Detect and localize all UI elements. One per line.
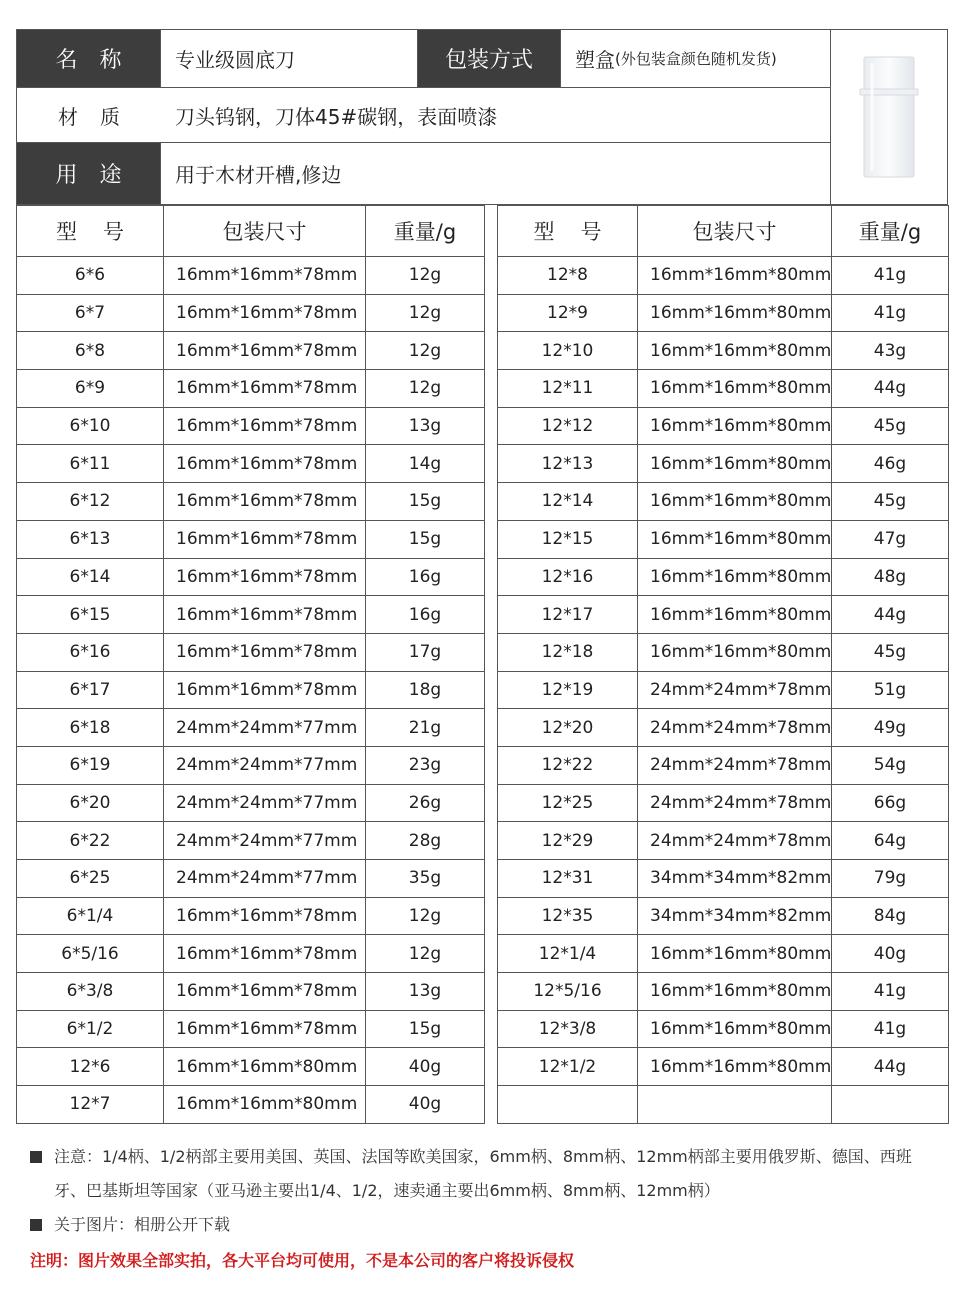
model-cell: 12*22	[498, 746, 638, 784]
table-row	[498, 294, 949, 332]
note-handle-regions: 注意：1/4柄、1/2柄部主要用美国、英国、法国等欧美国家，6mm柄、8mm柄、12mm柄部主要用俄罗斯、德国、西班牙、巴基斯坦等国家（亚马逊主要出1/4、1/2，速卖通主要出6mm柄、8mm柄、12mm柄）	[54, 1147, 912, 1200]
plastic-box-icon	[854, 55, 924, 179]
size-cell: 24mm*24mm*77mm	[164, 784, 366, 822]
size-cell: 24mm*24mm*78mm	[638, 746, 832, 784]
table-row	[498, 784, 949, 822]
model-cell: 12*8	[498, 257, 638, 295]
weight-cell: 41g	[832, 294, 949, 332]
table-row	[17, 294, 485, 332]
size-cell: 16mm*16mm*80mm	[164, 1086, 366, 1124]
table-row	[17, 784, 485, 822]
model-cell: 6*15	[17, 596, 164, 634]
weight-cell: 21g	[366, 709, 485, 747]
size-cell: 16mm*16mm*78mm	[164, 558, 366, 596]
size-cell: 16mm*16mm*78mm	[164, 407, 366, 445]
size-cell: 16mm*16mm*80mm	[638, 633, 832, 671]
size-cell: 16mm*16mm*78mm	[164, 671, 366, 709]
weight-cell: 41g	[832, 973, 949, 1011]
size-cell: 16mm*16mm*78mm	[164, 520, 366, 558]
material-label-wrap	[17, 101, 161, 130]
weight-cell: 16g	[366, 596, 485, 634]
size-cell: 16mm*16mm*80mm	[638, 1048, 832, 1086]
square-bullet-icon	[30, 1151, 42, 1163]
size-cell: 16mm*16mm*80mm	[638, 370, 832, 408]
size-cell: 16mm*16mm*78mm	[164, 370, 366, 408]
table-row	[17, 558, 485, 596]
model-cell: 6*1/4	[17, 897, 164, 935]
table-row	[498, 671, 949, 709]
usage-value: 用于木材开槽,修边	[175, 163, 342, 187]
packaging-label: 包装方式	[444, 48, 533, 73]
model-cell: 6*14	[17, 558, 164, 596]
table-row	[498, 370, 949, 408]
size-cell: 16mm*16mm*78mm	[164, 1010, 366, 1048]
model-cell: 12*12	[498, 407, 638, 445]
usage-value-cell	[160, 142, 831, 205]
weight-cell: 18g	[366, 671, 485, 709]
size-cell: 34mm*34mm*82mm	[638, 860, 832, 898]
packaging-label-cell	[417, 29, 561, 88]
weight-cell: 12g	[366, 332, 485, 370]
weight-cell: 45g	[832, 633, 949, 671]
size-cell: 16mm*16mm*80mm	[638, 483, 832, 521]
model-cell: 12*15	[498, 520, 638, 558]
model-cell: 6*5/16	[17, 935, 164, 973]
table-row	[498, 633, 949, 671]
model-cell: 12*10	[498, 332, 638, 370]
spec-table-left	[16, 205, 485, 1124]
size-cell: 16mm*16mm*80mm	[638, 294, 832, 332]
table-row	[498, 1048, 949, 1086]
table-row	[498, 257, 949, 295]
note-item	[30, 1208, 942, 1242]
weight-cell: 43g	[832, 332, 949, 370]
table-row	[498, 407, 949, 445]
size-cell: 24mm*24mm*78mm	[638, 709, 832, 747]
table-row	[17, 1010, 485, 1048]
weight-cell: 40g	[366, 1086, 485, 1124]
table-row	[17, 520, 485, 558]
size-cell: 16mm*16mm*78mm	[164, 633, 366, 671]
weight-cell: 16g	[366, 558, 485, 596]
name-value-cell	[160, 29, 418, 88]
size-cell: 16mm*16mm*78mm	[164, 935, 366, 973]
size-cell: 24mm*24mm*78mm	[638, 671, 832, 709]
size-cell: 16mm*16mm*80mm	[164, 1048, 366, 1086]
size-cell: 16mm*16mm*80mm	[638, 332, 832, 370]
weight-cell: 64g	[832, 822, 949, 860]
size-cell: 16mm*16mm*78mm	[164, 294, 366, 332]
table-row	[498, 822, 949, 860]
model-cell: 6*11	[17, 445, 164, 483]
weight-cell: 46g	[832, 445, 949, 483]
weight-cell: 14g	[366, 445, 485, 483]
model-cell: 12*9	[498, 294, 638, 332]
weight-cell: 44g	[832, 1048, 949, 1086]
table-row	[17, 935, 485, 973]
table-row	[17, 709, 485, 747]
weight-cell: 12g	[366, 257, 485, 295]
size-cell: 24mm*24mm*78mm	[638, 784, 832, 822]
weight-cell: 13g	[366, 973, 485, 1011]
product-image-cell	[830, 29, 948, 205]
model-cell: 12*17	[498, 596, 638, 634]
model-cell: 12*14	[498, 483, 638, 521]
name-label-cell	[16, 29, 161, 88]
column-header-model: 型号	[498, 206, 638, 257]
size-cell	[638, 1086, 832, 1124]
size-cell: 16mm*16mm*78mm	[164, 897, 366, 935]
table-row	[17, 332, 485, 370]
table-row	[498, 860, 949, 898]
table-row	[498, 973, 949, 1011]
weight-cell: 23g	[366, 746, 485, 784]
table-row	[498, 445, 949, 483]
model-cell: 6*10	[17, 407, 164, 445]
column-header-size: 包装尺寸	[164, 206, 366, 257]
model-cell: 12*16	[498, 558, 638, 596]
size-cell: 24mm*24mm*77mm	[164, 860, 366, 898]
table-row	[498, 558, 949, 596]
model-cell: 6*17	[17, 671, 164, 709]
weight-cell: 12g	[366, 370, 485, 408]
model-cell: 12*5/16	[498, 973, 638, 1011]
table-header-row	[17, 206, 485, 257]
model-cell: 12*13	[498, 445, 638, 483]
table-row	[17, 483, 485, 521]
table-row	[17, 822, 485, 860]
table-row	[17, 633, 485, 671]
column-header-weight: 重量/g	[832, 206, 949, 257]
copyright-disclaimer: 注明：图片效果全部实拍，各大平台均可使用，不是本公司的客户将投诉侵权	[30, 1251, 575, 1270]
spec-table-right	[497, 205, 949, 1124]
size-cell: 24mm*24mm*77mm	[164, 709, 366, 747]
table-row	[17, 596, 485, 634]
weight-cell: 12g	[366, 935, 485, 973]
table-row	[498, 483, 949, 521]
product-header	[16, 29, 948, 205]
model-cell: 6*7	[17, 294, 164, 332]
table-row	[498, 746, 949, 784]
size-cell: 16mm*16mm*80mm	[638, 445, 832, 483]
weight-cell: 79g	[832, 860, 949, 898]
column-header-model: 型号	[17, 206, 164, 257]
weight-cell: 49g	[832, 709, 949, 747]
size-cell: 24mm*24mm*77mm	[164, 822, 366, 860]
column-header-size: 包装尺寸	[638, 206, 832, 257]
size-cell: 16mm*16mm*80mm	[638, 558, 832, 596]
column-header-weight: 重量/g	[366, 206, 485, 257]
table-row	[17, 746, 485, 784]
table-row	[17, 445, 485, 483]
weight-cell: 15g	[366, 520, 485, 558]
weight-cell: 47g	[832, 520, 949, 558]
weight-cell: 13g	[366, 407, 485, 445]
weight-cell: 15g	[366, 483, 485, 521]
weight-cell: 54g	[832, 746, 949, 784]
size-cell: 16mm*16mm*80mm	[638, 257, 832, 295]
table-row	[17, 860, 485, 898]
weight-cell	[832, 1086, 949, 1124]
size-cell: 16mm*16mm*78mm	[164, 973, 366, 1011]
table-row	[498, 935, 949, 973]
table-row	[498, 520, 949, 558]
weight-cell: 26g	[366, 784, 485, 822]
material-row	[16, 87, 831, 143]
table-row	[498, 332, 949, 370]
weight-cell: 51g	[832, 671, 949, 709]
usage-label-cell	[16, 142, 161, 205]
model-cell: 12*20	[498, 709, 638, 747]
model-cell: 6*16	[17, 633, 164, 671]
model-cell: 6*9	[17, 370, 164, 408]
size-cell: 16mm*16mm*78mm	[164, 596, 366, 634]
weight-cell: 28g	[366, 822, 485, 860]
table-row	[498, 1086, 949, 1124]
model-cell: 12*7	[17, 1086, 164, 1124]
table-row	[17, 1086, 485, 1124]
size-cell: 16mm*16mm*80mm	[638, 935, 832, 973]
weight-cell: 45g	[832, 483, 949, 521]
table-header-row	[498, 206, 949, 257]
table-row	[17, 407, 485, 445]
size-cell: 16mm*16mm*80mm	[638, 596, 832, 634]
packaging-value: 塑盒	[575, 48, 615, 72]
spec-table-right-body	[498, 257, 949, 1124]
size-cell: 16mm*16mm*78mm	[164, 332, 366, 370]
weight-cell: 84g	[832, 897, 949, 935]
note-about-images: 关于图片：相册公开下载	[54, 1215, 231, 1234]
model-cell: 6*1/2	[17, 1010, 164, 1048]
weight-cell: 66g	[832, 784, 949, 822]
size-cell: 16mm*16mm*78mm	[164, 483, 366, 521]
weight-cell: 44g	[832, 370, 949, 408]
weight-cell: 15g	[366, 1010, 485, 1048]
weight-cell: 41g	[832, 257, 949, 295]
name-label: 名称	[55, 48, 144, 73]
table-row	[17, 897, 485, 935]
weight-cell: 35g	[366, 860, 485, 898]
model-cell: 12*25	[498, 784, 638, 822]
model-cell: 6*22	[17, 822, 164, 860]
notes-section	[30, 1140, 942, 1242]
material-label: 材质	[58, 104, 142, 129]
size-cell: 24mm*24mm*78mm	[638, 822, 832, 860]
table-row	[17, 257, 485, 295]
packaging-value-cell	[560, 29, 831, 88]
usage-label: 用途	[55, 163, 144, 188]
weight-cell: 40g	[832, 935, 949, 973]
table-row	[498, 709, 949, 747]
weight-cell: 44g	[832, 596, 949, 634]
table-row	[498, 1010, 949, 1048]
size-cell: 16mm*16mm*80mm	[638, 973, 832, 1011]
table-row	[17, 671, 485, 709]
model-cell: 12*19	[498, 671, 638, 709]
weight-cell: 12g	[366, 897, 485, 935]
size-cell: 16mm*16mm*80mm	[638, 1010, 832, 1048]
weight-cell: 45g	[832, 407, 949, 445]
model-cell: 6*20	[17, 784, 164, 822]
model-cell: 12*1/2	[498, 1048, 638, 1086]
table-row	[17, 370, 485, 408]
size-cell: 16mm*16mm*78mm	[164, 257, 366, 295]
size-cell: 16mm*16mm*80mm	[638, 520, 832, 558]
weight-cell: 48g	[832, 558, 949, 596]
size-cell: 34mm*34mm*82mm	[638, 897, 832, 935]
name-value: 专业级圆底刀	[175, 48, 295, 72]
model-cell	[498, 1086, 638, 1124]
model-cell: 6*12	[17, 483, 164, 521]
model-cell: 6*3/8	[17, 973, 164, 1011]
size-cell: 24mm*24mm*77mm	[164, 746, 366, 784]
packaging-note: (外包装盒颜色随机发货)	[615, 50, 777, 68]
model-cell: 12*1/4	[498, 935, 638, 973]
model-cell: 12*29	[498, 822, 638, 860]
weight-cell: 41g	[832, 1010, 949, 1048]
model-cell: 12*35	[498, 897, 638, 935]
model-cell: 6*25	[17, 860, 164, 898]
weight-cell: 12g	[366, 294, 485, 332]
note-item	[30, 1140, 942, 1208]
model-cell: 12*31	[498, 860, 638, 898]
table-row	[17, 973, 485, 1011]
model-cell: 6*13	[17, 520, 164, 558]
table-row	[17, 1048, 485, 1086]
model-cell: 12*18	[498, 633, 638, 671]
weight-cell: 40g	[366, 1048, 485, 1086]
table-row	[498, 596, 949, 634]
size-cell: 16mm*16mm*78mm	[164, 445, 366, 483]
spec-table-left-body	[17, 257, 485, 1124]
model-cell: 6*6	[17, 257, 164, 295]
square-bullet-icon	[30, 1219, 42, 1231]
material-value: 刀头钨钢，刀体45#碳钢，表面喷漆	[175, 104, 498, 129]
size-cell: 16mm*16mm*80mm	[638, 407, 832, 445]
weight-cell: 17g	[366, 633, 485, 671]
model-cell: 12*6	[17, 1048, 164, 1086]
table-row	[498, 897, 949, 935]
model-cell: 12*11	[498, 370, 638, 408]
model-cell: 12*3/8	[498, 1010, 638, 1048]
model-cell: 6*19	[17, 746, 164, 784]
model-cell: 6*8	[17, 332, 164, 370]
model-cell: 6*18	[17, 709, 164, 747]
